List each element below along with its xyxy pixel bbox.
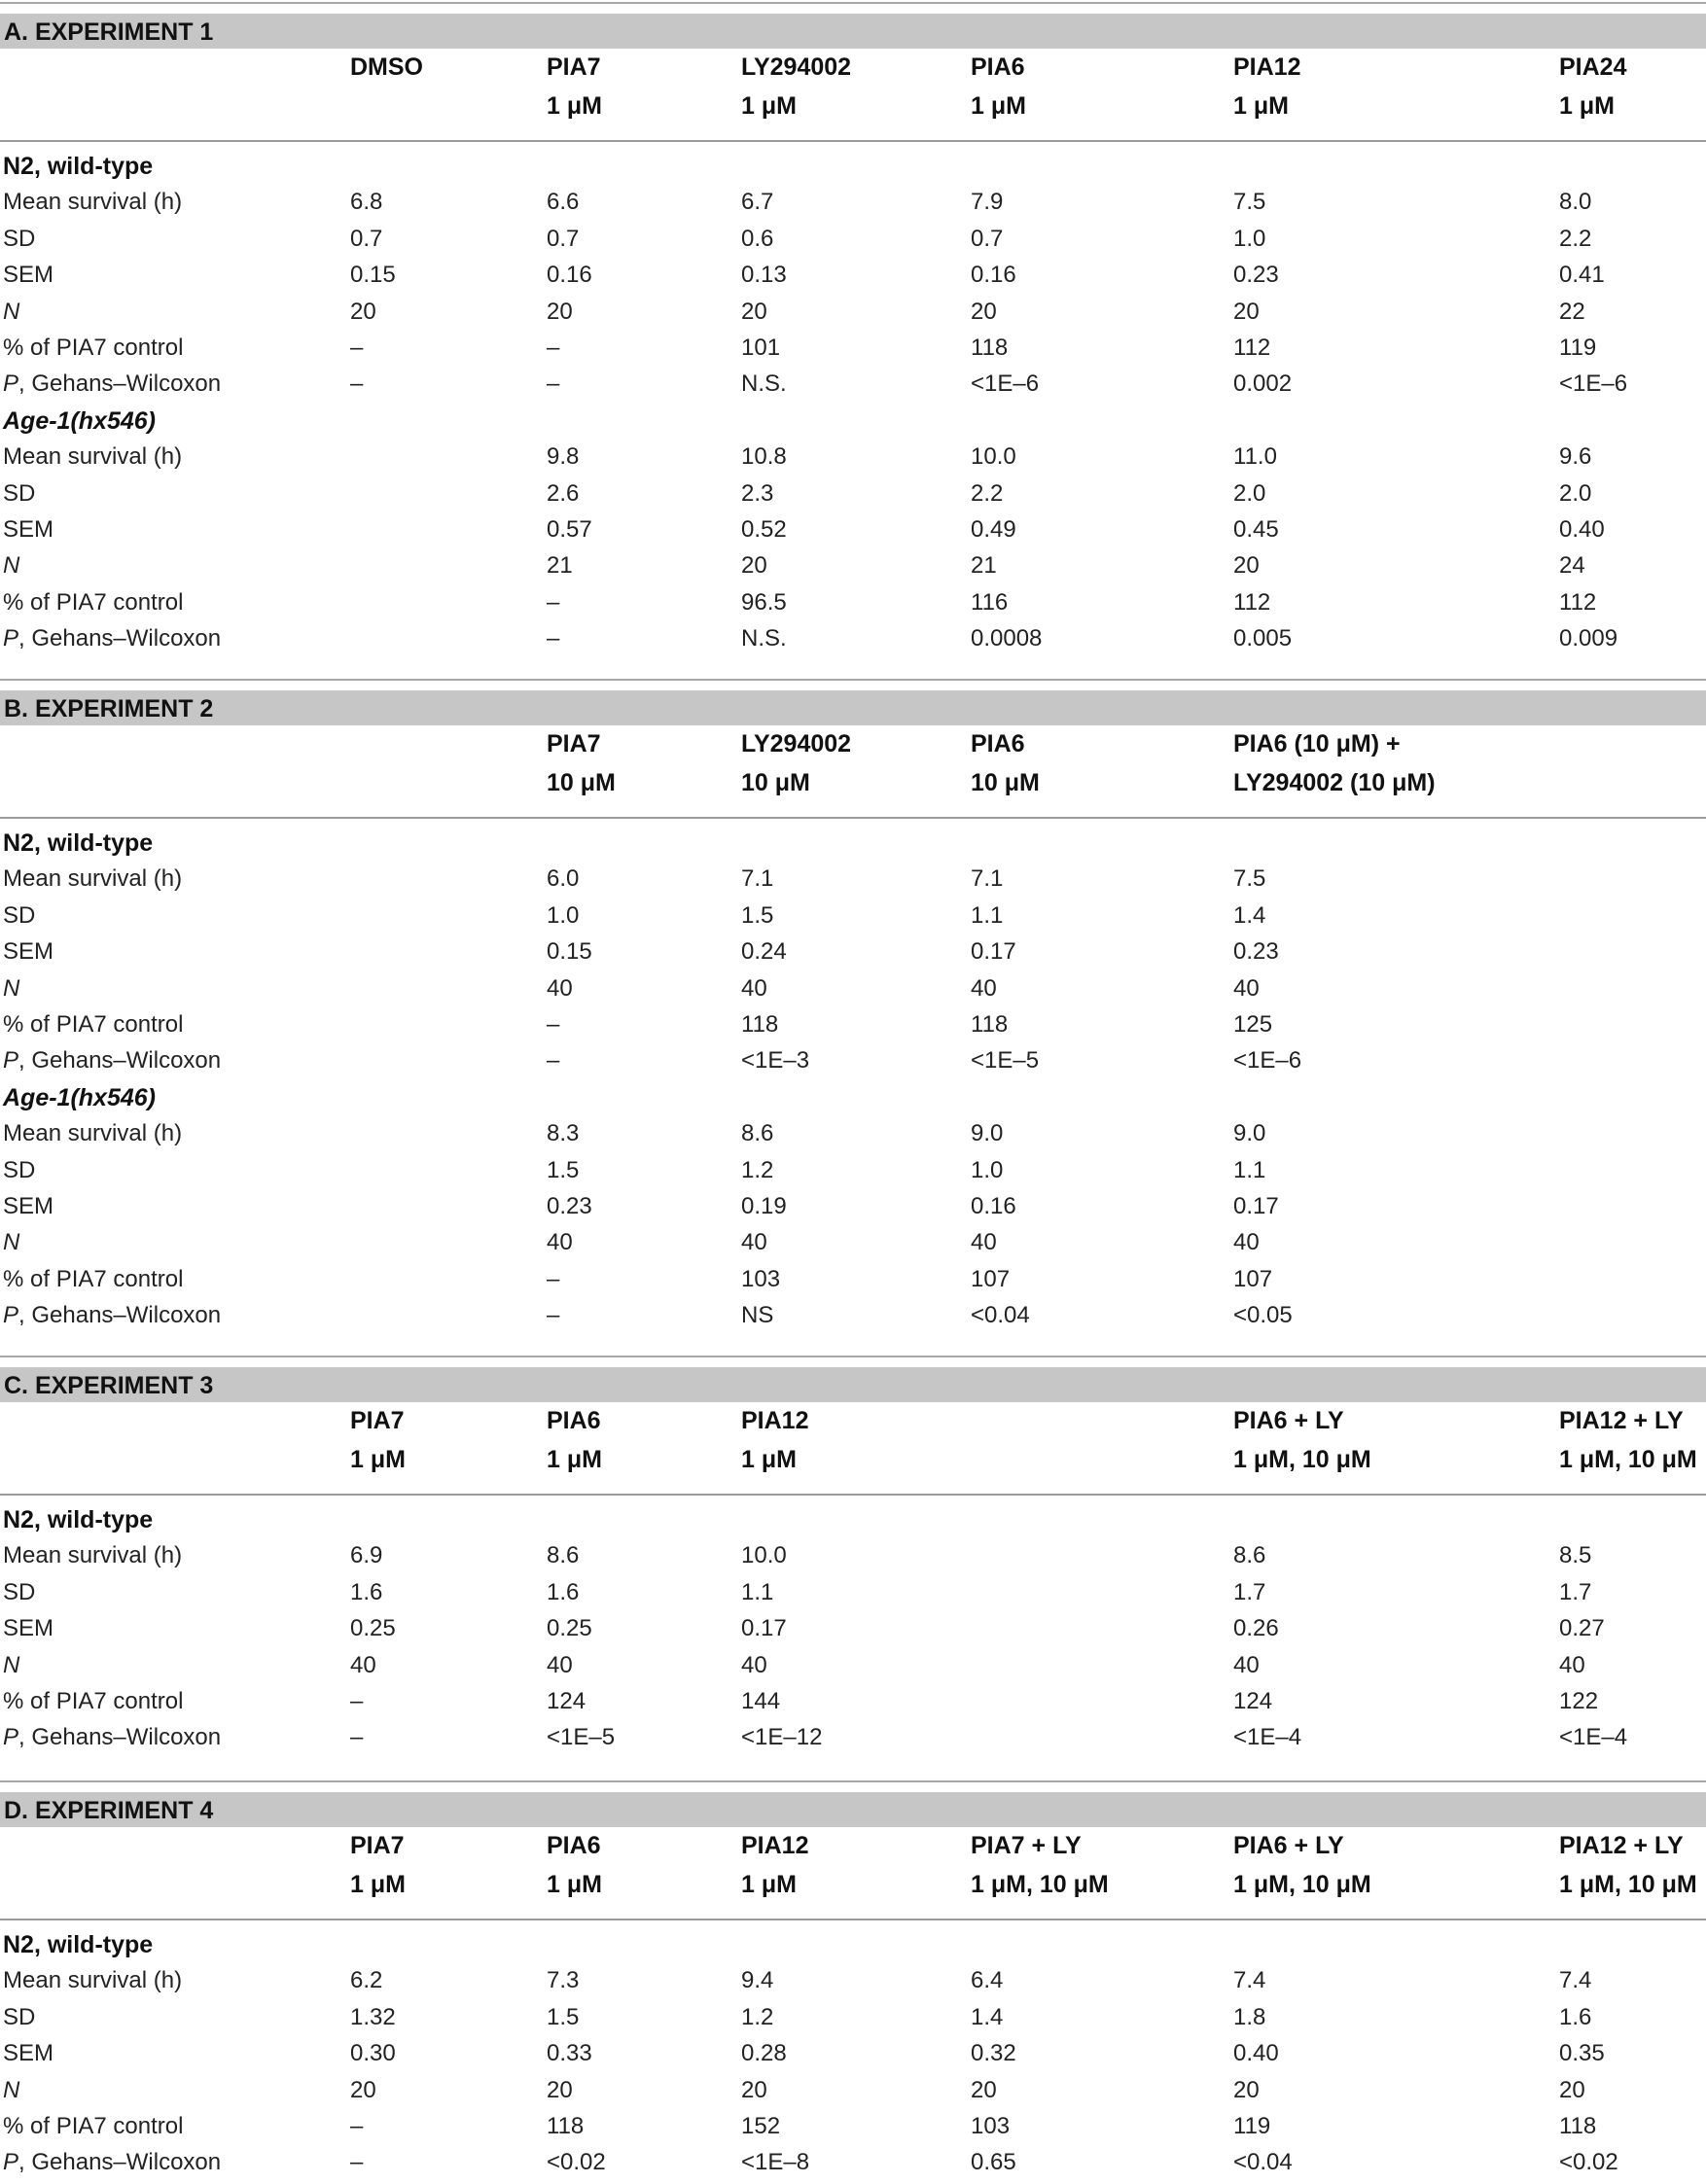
table-cell: 20 xyxy=(350,298,376,325)
column-header-unit: 1 μM xyxy=(547,1446,602,1473)
table-cell: 40 xyxy=(741,974,767,1002)
table-cell: 0.23 xyxy=(1233,938,1279,966)
table-cell: 124 xyxy=(547,1688,586,1714)
row-label xyxy=(3,551,19,581)
row-label: Mean survival (h) xyxy=(3,865,183,893)
column-header-unit: 1 μM xyxy=(1233,92,1289,120)
section-title: A. EXPERIMENT 1 xyxy=(0,14,1706,49)
column-header-unit: 10 μM xyxy=(547,769,616,796)
table-cell: 125 xyxy=(1233,1011,1273,1038)
table-cell: <1E–12 xyxy=(741,1724,823,1751)
table-cell: 0.15 xyxy=(547,938,592,966)
table-cell: 8.6 xyxy=(741,1120,774,1147)
row-label: SD xyxy=(3,225,36,252)
table-cell: 40 xyxy=(547,974,573,1002)
group-title: N2, wild-type xyxy=(3,153,154,180)
row-label-italic: P xyxy=(3,1302,19,1329)
table-cell: 7.1 xyxy=(741,865,774,893)
table-cell: 1.8 xyxy=(1233,2003,1266,2030)
row-label: SEM xyxy=(3,938,54,966)
table-cell: 21 xyxy=(547,552,573,580)
table-cell: 0.7 xyxy=(350,225,383,252)
row-label xyxy=(3,1723,221,1752)
table-cell: 8.6 xyxy=(547,1542,580,1569)
table-cell: – xyxy=(350,1688,364,1714)
row-label-text: N xyxy=(3,2076,20,2103)
table-cell: 40 xyxy=(741,1229,767,1256)
table-cell: – xyxy=(547,588,560,616)
table-cell: <0.02 xyxy=(1559,2149,1618,2176)
row-label-text: , Gehans–Wilcoxon xyxy=(18,1302,222,1329)
table-cell: – xyxy=(350,2113,364,2139)
table-cell: 1.6 xyxy=(547,1578,580,1605)
table-cell: – xyxy=(547,1302,560,1329)
column-header: PIA6 + LY xyxy=(1233,1407,1344,1434)
table-cell: 20 xyxy=(971,298,997,325)
table-cell: 2.6 xyxy=(547,479,580,507)
column-header: PIA7 + LY xyxy=(971,1832,1082,1859)
table-cell: 0.25 xyxy=(350,1615,396,1642)
table-cell: 20 xyxy=(741,2076,767,2103)
table-cell: 112 xyxy=(1559,588,1597,616)
table-cell: 0.41 xyxy=(1559,262,1605,289)
table-cell: 107 xyxy=(971,1265,1011,1292)
row-label: SEM xyxy=(3,516,54,543)
table-cell: 9.0 xyxy=(1233,1120,1266,1147)
group-title: N2, wild-type xyxy=(3,829,154,857)
section-title: B. EXPERIMENT 2 xyxy=(0,690,1706,725)
column-header: PIA6 + LY xyxy=(1233,1832,1344,1859)
table-cell: 0.23 xyxy=(547,1193,592,1219)
table-cell: 7.9 xyxy=(971,189,1004,216)
table-cell: – xyxy=(547,1011,560,1038)
table-cell: 22 xyxy=(1559,298,1585,325)
table-cell: 1.5 xyxy=(547,1156,580,1183)
table-cell: 20 xyxy=(741,298,767,325)
table-cell: 1.32 xyxy=(350,2003,396,2030)
table-cell: 1.7 xyxy=(1233,1578,1266,1605)
table-cell: 9.8 xyxy=(547,443,580,471)
row-label xyxy=(3,1046,221,1075)
row-label: % of PIA7 control xyxy=(3,1688,184,1714)
table-cell: 9.6 xyxy=(1559,443,1592,471)
table-cell: 20 xyxy=(547,2076,573,2103)
table-cell: <1E–6 xyxy=(1233,1047,1302,1074)
table-cell: 7.5 xyxy=(1233,865,1266,893)
table-cell: – xyxy=(547,625,560,652)
table-cell: 103 xyxy=(741,1265,781,1292)
section-top-rule xyxy=(0,1780,1706,1782)
column-header-unit: 1 μM, 10 μM xyxy=(1233,1871,1371,1898)
column-header-unit: 1 μM, 10 μM xyxy=(1233,1446,1371,1473)
row-label-text: N xyxy=(3,298,20,325)
row-label-text: , Gehans–Wilcoxon xyxy=(18,370,222,398)
table-cell: 1.2 xyxy=(741,2003,774,2030)
header-rule xyxy=(0,1919,1706,1920)
table-cell: 9.0 xyxy=(971,1120,1004,1147)
table-cell: <0.05 xyxy=(1233,1302,1293,1329)
column-header-unit: 1 μM xyxy=(547,1871,602,1898)
table-cell: <1E–8 xyxy=(741,2149,810,2176)
row-label: SEM xyxy=(3,262,54,289)
row-label xyxy=(3,974,19,1004)
table-cell: 20 xyxy=(971,2076,997,2103)
row-label-text: , Gehans–Wilcoxon xyxy=(18,625,222,652)
table-cell: 9.4 xyxy=(741,1967,774,1994)
table-cell: – xyxy=(547,335,560,361)
table-cell: 0.35 xyxy=(1559,2040,1605,2067)
row-label: % of PIA7 control xyxy=(3,1265,184,1292)
table-cell: <1E–6 xyxy=(1559,370,1628,398)
table-cell: 1.2 xyxy=(741,1156,774,1183)
table-cell: 0.17 xyxy=(741,1615,787,1642)
table-cell: 118 xyxy=(971,1011,1009,1038)
table-cell: 0.17 xyxy=(971,938,1016,966)
table-cell: 6.8 xyxy=(350,189,383,216)
row-label: SD xyxy=(3,1156,36,1183)
table-cell: 40 xyxy=(971,1229,997,1256)
table-cell: 96.5 xyxy=(741,588,787,616)
table-cell: 0.65 xyxy=(971,2149,1016,2176)
table-cell: 0.7 xyxy=(971,225,1004,252)
table-cell: 20 xyxy=(350,2076,376,2103)
column-header: DMSO xyxy=(350,53,423,81)
table-cell: 40 xyxy=(1233,1651,1260,1678)
table-cell: 10.0 xyxy=(971,443,1016,471)
table-cell: N.S. xyxy=(741,625,787,652)
table-cell: 0.27 xyxy=(1559,1615,1605,1642)
table-cell: 1.0 xyxy=(971,1156,1004,1183)
row-label-text: N xyxy=(3,1651,20,1678)
table-cell: 0.30 xyxy=(350,2040,396,2067)
table-cell: 40 xyxy=(547,1229,573,1256)
column-header-unit: 1 μM xyxy=(350,1871,406,1898)
table-cell: 1.0 xyxy=(547,901,580,929)
table-cell: 144 xyxy=(741,1688,781,1714)
column-header-unit: LY294002 (10 μM) xyxy=(1233,769,1436,796)
column-header: PIA6 xyxy=(971,53,1025,81)
table-cell: 0.40 xyxy=(1559,516,1605,543)
table-cell: 2.0 xyxy=(1233,479,1266,507)
table-cell: 2.2 xyxy=(1559,225,1592,252)
column-header-unit: 1 μM xyxy=(741,1446,797,1473)
row-label: Mean survival (h) xyxy=(3,1120,183,1147)
column-header-unit: 1 μM xyxy=(350,1446,406,1473)
table-cell: 0.26 xyxy=(1233,1615,1279,1642)
column-header: PIA12 xyxy=(741,1407,809,1434)
table-cell: 7.4 xyxy=(1233,1967,1266,1994)
row-label-italic: P xyxy=(3,625,19,652)
column-header: PIA7 xyxy=(350,1407,405,1434)
column-header: PIA6 xyxy=(971,730,1025,757)
table-cell: 20 xyxy=(1233,298,1260,325)
row-label-text: , Gehans–Wilcoxon xyxy=(18,1724,222,1751)
row-label: SD xyxy=(3,901,36,929)
table-cell: 118 xyxy=(1559,2113,1597,2139)
column-header: PIA7 xyxy=(350,1832,405,1859)
group-title: Age-1(hx546) xyxy=(3,406,156,435)
row-label xyxy=(3,1651,19,1680)
table-cell: 0.002 xyxy=(1233,370,1293,398)
table-cell: 0.24 xyxy=(741,938,787,966)
header-rule xyxy=(0,817,1706,819)
table-cell: 122 xyxy=(1559,1688,1599,1714)
row-label: SD xyxy=(3,2003,36,2030)
table-cell: – xyxy=(547,1047,560,1074)
table-cell: – xyxy=(350,335,364,361)
table-cell: 0.49 xyxy=(971,516,1016,543)
table-cell: 2.2 xyxy=(971,479,1004,507)
section-title: C. EXPERIMENT 3 xyxy=(0,1367,1706,1402)
table-cell: N.S. xyxy=(741,370,787,398)
table-cell: 1.4 xyxy=(971,2003,1004,2030)
table-cell: 20 xyxy=(1233,552,1260,580)
row-label-text: , Gehans–Wilcoxon xyxy=(18,1047,222,1074)
table-cell: 7.3 xyxy=(547,1967,580,1994)
table-cell: – xyxy=(350,1724,364,1751)
table-cell: 1.7 xyxy=(1559,1578,1592,1605)
row-label xyxy=(3,298,19,327)
table-cell: 8.5 xyxy=(1559,1542,1592,1569)
table-cell: 2.0 xyxy=(1559,479,1592,507)
column-header: PIA24 xyxy=(1559,53,1627,81)
section-top-rule xyxy=(0,1356,1706,1357)
row-label: % of PIA7 control xyxy=(3,588,184,616)
table-cell: 0.40 xyxy=(1233,2040,1279,2067)
row-label: SD xyxy=(3,479,36,507)
table-cell: 124 xyxy=(1233,1688,1273,1714)
group-title: N2, wild-type xyxy=(3,1931,154,1958)
table-cell: 2.3 xyxy=(741,479,774,507)
column-header: PIA12 + LY xyxy=(1559,1407,1684,1434)
column-header-unit: 1 μM xyxy=(741,92,797,120)
table-cell: <1E–3 xyxy=(741,1047,810,1074)
column-header: PIA12 xyxy=(1233,53,1301,81)
table-cell: 118 xyxy=(547,2113,585,2139)
table-cell: 0.0008 xyxy=(971,625,1043,652)
table-cell: 0.16 xyxy=(547,262,592,289)
table-cell: 40 xyxy=(1233,1229,1260,1256)
row-label xyxy=(3,1301,221,1330)
table-cell: 0.6 xyxy=(741,225,774,252)
table-cell: 118 xyxy=(971,335,1009,361)
column-header: LY294002 xyxy=(741,730,852,757)
table-cell: 40 xyxy=(547,1651,573,1678)
row-label xyxy=(3,2148,221,2177)
table-cell: 6.0 xyxy=(547,865,580,893)
row-label-text: N xyxy=(3,1229,20,1256)
row-label-text: N xyxy=(3,552,20,580)
row-label: SEM xyxy=(3,1615,54,1642)
column-header: PIA12 + LY xyxy=(1559,1832,1684,1859)
table-cell: 119 xyxy=(1233,2113,1271,2139)
table-cell: 103 xyxy=(971,2113,1011,2139)
table-cell: 10.8 xyxy=(741,443,787,471)
row-label-italic: P xyxy=(3,1047,19,1074)
row-label xyxy=(3,624,221,653)
row-label: Mean survival (h) xyxy=(3,1542,183,1569)
table-cell: 40 xyxy=(741,1651,767,1678)
row-label: % of PIA7 control xyxy=(3,335,184,361)
row-label: Mean survival (h) xyxy=(3,1967,183,1994)
column-header: PIA7 xyxy=(547,730,601,757)
table-cell: <1E–4 xyxy=(1233,1724,1302,1751)
group-title: Age-1(hx546) xyxy=(3,1083,156,1111)
table-cell: 1.1 xyxy=(1233,1156,1266,1183)
section-title: D. EXPERIMENT 4 xyxy=(0,1792,1706,1827)
table-cell: 0.25 xyxy=(547,1615,592,1642)
table-cell: 0.45 xyxy=(1233,516,1279,543)
table-cell: 1.0 xyxy=(1233,225,1266,252)
row-label-italic: P xyxy=(3,1724,19,1751)
table-cell: 0.009 xyxy=(1559,625,1618,652)
column-header: PIA6 (10 μM) + xyxy=(1233,730,1401,757)
table-cell: 112 xyxy=(1233,335,1271,361)
table-cell: 8.3 xyxy=(547,1120,580,1147)
table-cell: 21 xyxy=(971,552,997,580)
table-cell: 7.5 xyxy=(1233,189,1266,216)
table-cell: <1E–5 xyxy=(971,1047,1040,1074)
row-label: % of PIA7 control xyxy=(3,1011,184,1038)
table-cell: 11.0 xyxy=(1233,443,1277,471)
table-cell: – xyxy=(350,2149,364,2176)
table-cell: 1.4 xyxy=(1233,901,1266,929)
header-rule xyxy=(0,1494,1706,1496)
table-cell: 6.4 xyxy=(971,1967,1004,1994)
column-header-unit: 1 μM xyxy=(547,92,602,120)
table-cell: <1E–4 xyxy=(1559,1724,1628,1751)
column-header-unit: 10 μM xyxy=(741,769,810,796)
table-cell: 7.1 xyxy=(971,865,1004,893)
column-header-unit: 1 μM xyxy=(741,1871,797,1898)
table-cell: 0.33 xyxy=(547,2040,592,2067)
table-cell: 40 xyxy=(350,1651,376,1678)
table-cell: – xyxy=(547,1265,560,1292)
table-cell: 0.16 xyxy=(971,262,1016,289)
header-rule xyxy=(0,140,1706,142)
table-cell: 6.7 xyxy=(741,189,774,216)
column-header-unit: 10 μM xyxy=(971,769,1040,796)
table-cell: 112 xyxy=(1233,588,1271,616)
table-cell: – xyxy=(350,370,364,398)
table-cell: 0.15 xyxy=(350,262,396,289)
table-cell: 40 xyxy=(1233,974,1260,1002)
table-cell: NS xyxy=(741,1302,774,1329)
table-cell: 20 xyxy=(547,298,573,325)
row-label: Mean survival (h) xyxy=(3,443,183,471)
table-cell: 116 xyxy=(971,588,1009,616)
column-header: PIA7 xyxy=(547,53,601,81)
table-cell: 1.6 xyxy=(350,1578,383,1605)
table-cell: 20 xyxy=(1559,2076,1585,2103)
column-header-unit: 1 μM, 10 μM xyxy=(1559,1446,1697,1473)
column-header-unit: 1 μM xyxy=(971,92,1026,120)
table-cell: 40 xyxy=(1559,1651,1585,1678)
table-cell: 0.13 xyxy=(741,262,787,289)
table-cell: 6.9 xyxy=(350,1542,383,1569)
table-cell: 1.6 xyxy=(1559,2003,1592,2030)
table-cell: 1.1 xyxy=(741,1578,774,1605)
group-title: N2, wild-type xyxy=(3,1506,154,1533)
row-label xyxy=(3,370,221,399)
table-cell: 6.6 xyxy=(547,189,580,216)
row-label xyxy=(3,2076,19,2105)
table-cell: 0.7 xyxy=(547,225,580,252)
table-cell: 152 xyxy=(741,2113,781,2139)
table-cell: 107 xyxy=(1233,1265,1273,1292)
table-cell: 0.28 xyxy=(741,2040,787,2067)
table-cell: 0.16 xyxy=(971,1193,1016,1219)
table-cell: 20 xyxy=(741,552,767,580)
table-cell: 1.5 xyxy=(741,901,774,929)
table-cell: <1E–6 xyxy=(971,370,1040,398)
table-cell: 1.1 xyxy=(971,901,1004,929)
column-header: PIA6 xyxy=(547,1407,601,1434)
row-label: SD xyxy=(3,1578,36,1605)
row-label-text: , Gehans–Wilcoxon xyxy=(18,2149,222,2176)
table-cell: 0.17 xyxy=(1233,1193,1279,1219)
table-cell: 8.0 xyxy=(1559,189,1592,216)
table-cell: <0.02 xyxy=(547,2149,606,2176)
row-label-italic: P xyxy=(3,2149,19,2176)
table-cell: – xyxy=(547,370,560,398)
table-cell: 0.005 xyxy=(1233,625,1293,652)
table-cell: 101 xyxy=(741,335,781,361)
table-cell: 0.52 xyxy=(741,516,787,543)
row-label-text: N xyxy=(3,974,20,1002)
table-cell: <0.04 xyxy=(971,1302,1030,1329)
row-label xyxy=(3,1228,19,1257)
row-label: SEM xyxy=(3,2040,54,2067)
table-cell: 6.2 xyxy=(350,1967,383,1994)
table-cell: <0.04 xyxy=(1233,2149,1293,2176)
table-cell: 24 xyxy=(1559,552,1585,580)
section-top-rule xyxy=(0,2,1706,4)
table-cell: 0.32 xyxy=(971,2040,1016,2067)
table-cell: 10.0 xyxy=(741,1542,787,1569)
column-header-unit: 1 μM xyxy=(1559,92,1615,120)
table-cell: 0.19 xyxy=(741,1193,787,1219)
table-cell: 119 xyxy=(1559,335,1597,361)
section-top-rule xyxy=(0,679,1706,681)
column-header-unit: 1 μM, 10 μM xyxy=(1559,1871,1697,1898)
table-cell: 1.5 xyxy=(547,2003,580,2030)
table-cell: <1E–5 xyxy=(547,1724,616,1751)
table-cell: 8.6 xyxy=(1233,1542,1266,1569)
table-cell: 7.4 xyxy=(1559,1967,1592,1994)
column-header-unit: 1 μM, 10 μM xyxy=(971,1871,1109,1898)
column-header: LY294002 xyxy=(741,53,852,81)
row-label: % of PIA7 control xyxy=(3,2113,184,2139)
table-cell: 0.57 xyxy=(547,516,592,543)
row-label-italic: P xyxy=(3,370,19,398)
table-cell: 40 xyxy=(971,974,997,1002)
row-label: SEM xyxy=(3,1193,54,1219)
table-cell: 0.23 xyxy=(1233,262,1279,289)
table-cell: 118 xyxy=(741,1011,779,1038)
column-header: PIA12 xyxy=(741,1832,809,1859)
row-label: Mean survival (h) xyxy=(3,189,183,216)
table-cell: 20 xyxy=(1233,2076,1260,2103)
column-header: PIA6 xyxy=(547,1832,601,1859)
